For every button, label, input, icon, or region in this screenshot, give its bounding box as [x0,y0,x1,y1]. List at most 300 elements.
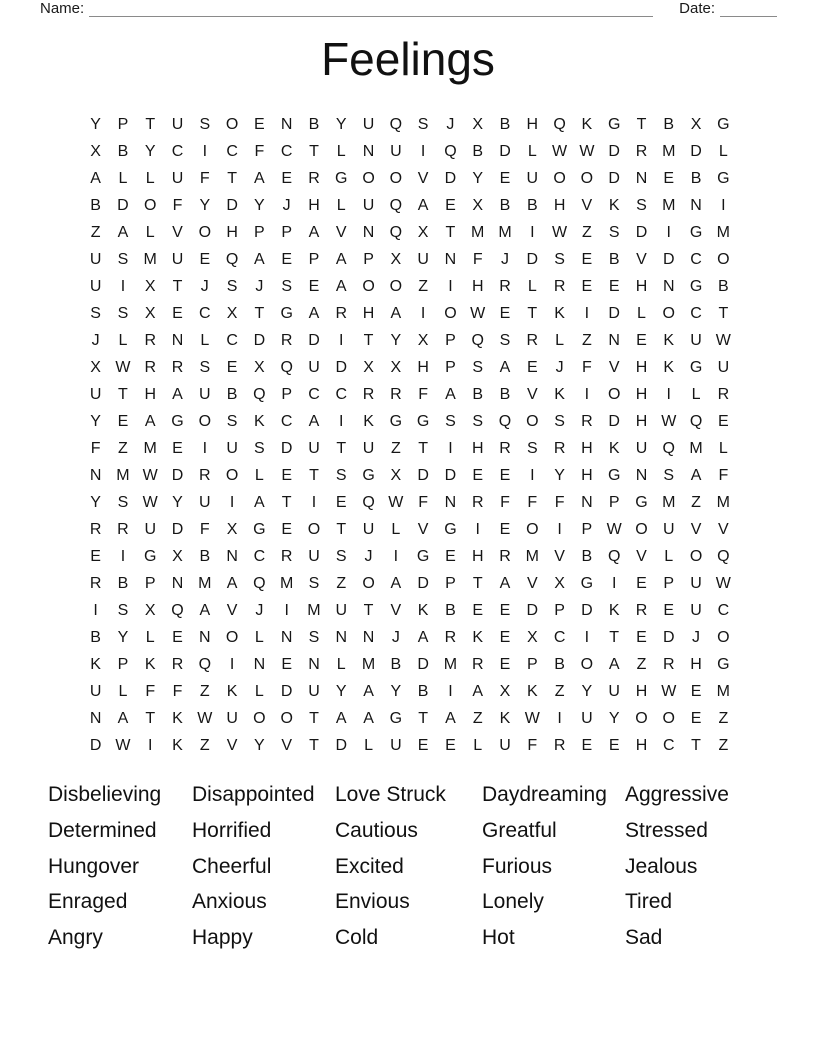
grid-letter: U [417,250,429,268]
grid-letter: R [553,737,566,755]
grid-letter: A [308,412,320,430]
grid-letter: E [199,250,211,268]
word-list-item: Envious [335,890,410,914]
grid-letter: G [717,656,730,674]
grid-letter: A [499,575,511,593]
grid-letter: E [472,602,484,620]
grid-letter: R [471,494,484,512]
grid-letter: U [662,521,675,539]
grid-letter: K [499,710,511,728]
grid-letter: E [172,440,183,457]
word-search-grid [82,111,737,760]
grid-letter: U [362,115,375,133]
grid-letter: B [499,196,511,214]
grid-letter: H [581,440,593,457]
grid-letter: L [473,737,483,755]
grid-letter: T [527,304,538,322]
grid-letter: H [635,385,648,403]
grid-letter: E [172,629,183,647]
grid-letter: T [472,575,483,593]
grid-letter: Q [362,494,375,512]
grid-letter: D [608,169,620,187]
grid-letter: G [389,710,403,728]
grid-letter: V [690,521,702,539]
grid-letter: Z [336,575,347,593]
grid-letter: L [664,548,674,566]
grid-letter: I [420,142,426,160]
grid-letter: A [172,385,183,403]
grid-letter: O [689,548,703,566]
word-list-item: Determined [48,818,157,842]
grid-letter: Q [198,656,212,674]
grid-letter: Y [90,412,101,430]
word-list [0,777,816,967]
grid-letter: N [253,656,266,674]
grid-letter: S [445,412,456,430]
grid-letter: F [199,521,210,539]
grid-letter: P [554,602,565,620]
grid-letter: L [254,467,264,485]
grid-letter: A [199,602,211,620]
grid-letter: S [663,467,675,485]
grid-letter: B [526,196,538,214]
grid-letter: O [362,575,375,593]
grid-letter: X [390,467,402,485]
grid-letter: W [661,412,677,430]
grid-letter: U [89,385,102,403]
grid-letter: D [662,629,675,647]
grid-letter: X [226,304,238,322]
grid-letter: U [226,440,238,457]
grid-letter: F [472,250,483,268]
grid-letter: S [226,412,238,430]
grid-letter: S [335,548,347,566]
grid-letter: A [363,710,374,728]
grid-letter: R [499,548,511,566]
grid-letter: G [607,467,621,485]
grid-letter: X [144,304,156,322]
grid-letter: O [717,250,730,268]
grid-letter: R [280,331,293,349]
grid-letter: I [93,602,98,620]
grid-letter: U [144,521,156,539]
grid-letter: M [471,223,485,241]
grid-letter: C [717,602,730,620]
grid-letter: M [716,494,730,512]
grid-letter: I [611,575,617,593]
grid-letter: R [199,467,211,485]
grid-letter: A [417,629,429,647]
grid-letter: V [417,169,429,187]
grid-letter: H [526,115,539,133]
grid-letter: Y [472,169,484,187]
grid-letter: X [254,358,265,376]
grid-letter: O [580,169,594,187]
grid-letter: Q [717,548,730,566]
grid-letter: V [636,548,647,566]
grid-letter: C [226,142,238,160]
grid-letter: Z [118,440,128,457]
grid-letter: X [144,602,156,620]
grid-letter: W [388,494,404,512]
grid-letter: X [363,358,374,376]
grid-letter: B [499,115,511,133]
grid-letter: H [690,656,702,674]
grid-letter: Q [253,575,266,593]
grid-letter: T [418,710,429,728]
grid-letter: H [635,683,648,701]
grid-letter: Q [389,115,403,133]
grid-letter: F [581,358,592,376]
grid-letter: C [253,548,266,566]
grid-letter: B [554,656,565,674]
grid-letter: F [527,494,538,512]
grid-letter: H [635,358,648,376]
grid-letter: B [199,548,211,566]
grid-letter: K [526,683,538,701]
grid-letter: T [118,385,128,403]
grid-letter: O [307,521,321,539]
grid-letter: I [229,656,235,674]
grid-letter: N [199,629,211,647]
grid-letter: E [281,467,293,485]
grid-letter: O [553,169,566,187]
grid-letter: U [89,250,102,268]
grid-letter: L [527,277,537,295]
grid-letter: Y [254,196,265,214]
grid-letter: U [390,737,402,755]
grid-letter: W [142,494,158,512]
grid-letter: V [335,223,347,241]
grid-letter: R [553,277,566,295]
grid-letter: H [471,548,484,566]
grid-letter: D [526,602,539,620]
grid-letter: M [280,575,294,593]
word-list-item: Tired [625,890,673,914]
grid-letter: A [308,223,320,241]
grid-letter: R [280,548,293,566]
grid-letter: A [117,223,129,241]
grid-letter: D [417,467,429,485]
grid-letter: S [335,467,347,485]
grid-letter: E [499,602,511,620]
grid-letter: Q [607,548,621,566]
grid-letter: R [144,358,156,376]
grid-letter: A [445,710,456,728]
grid-letter: T [254,304,265,322]
grid-letter: I [311,494,317,512]
grid-letter: E [663,602,675,620]
grid-letter: O [607,385,621,403]
grid-letter: E [636,331,647,349]
grid-letter: K [663,358,675,376]
grid-letter: V [172,223,183,241]
grid-letter: K [472,629,484,647]
grid-letter: S [117,602,129,620]
grid-letter: K [226,683,238,701]
grid-letter: B [417,683,429,701]
grid-letter: H [144,385,156,403]
grid-letter: R [335,304,348,322]
grid-letter: F [500,494,510,512]
grid-letter: U [171,115,184,133]
grid-letter: V [718,521,729,539]
grid-letter: R [144,331,156,349]
grid-letter: I [393,548,399,566]
grid-letter: O [389,169,403,187]
date-label: Date: [679,0,715,17]
grid-letter: R [499,440,511,457]
grid-letter: A [363,683,374,701]
grid-letter: K [144,656,156,674]
grid-letter: W [115,737,131,755]
grid-letter: B [608,250,620,268]
grid-letter: U [199,385,211,403]
grid-letter: L [637,304,646,322]
word-list-item: Greatful [482,818,557,842]
grid-letter: I [475,521,480,539]
grid-letter: Q [253,385,266,403]
word-list-item: Aggressive [625,783,729,806]
grid-letter: P [144,575,156,593]
grid-letter: O [662,710,675,728]
grid-letter: J [555,358,564,376]
name-fill-line [89,2,653,17]
grid-letter: M [716,223,730,241]
grid-letter: U [635,440,648,457]
grid-letter: U [608,683,620,701]
grid-letter: Z [691,494,701,512]
grid-letter: K [254,412,265,430]
grid-letter: A [690,467,702,485]
grid-letter: M [143,250,157,268]
grid-letter: T [336,440,347,457]
grid-letter: P [663,575,675,593]
grid-letter: G [689,277,703,295]
grid-letter: Q [280,358,293,376]
grid-letter: C [308,385,320,403]
grid-letter: Q [389,196,403,214]
grid-letter: Q [225,250,239,268]
grid-letter: O [662,304,675,322]
grid-letter: P [445,358,456,376]
grid-letter: D [444,169,457,187]
grid-letter: Y [254,737,265,755]
grid-letter: G [362,467,375,485]
grid-letter: L [391,521,401,539]
grid-letter: K [663,331,675,349]
grid-letter: A [335,277,347,295]
grid-letter: E [226,358,238,376]
word-list-column [482,777,607,956]
grid-letter: M [662,494,676,512]
grid-letter: E [690,683,702,701]
grid-letter: H [635,737,648,755]
grid-letter: B [499,385,511,403]
grid-letter: E [445,737,456,755]
grid-letter: Q [171,602,184,620]
grid-letter: D [581,602,593,620]
grid-letter: O [362,169,375,187]
grid-letter: K [172,737,183,755]
grid-letter: A [445,385,456,403]
grid-letter: O [444,304,457,322]
grid-letter: L [336,656,346,674]
grid-letter: M [143,440,157,457]
grid-letter: D [635,223,648,241]
grid-letter: V [526,385,538,403]
grid-letter: E [335,494,347,512]
grid-letter: O [635,521,648,539]
grid-letter: T [363,331,374,349]
grid-letter: Z [581,331,592,349]
grid-letter: S [281,277,293,295]
grid-letter: J [446,115,455,133]
grid-letter: P [363,250,374,268]
word-list-item: Lonely [482,890,544,914]
grid-letter: E [636,629,647,647]
grid-letter: H [635,277,648,295]
grid-letter: E [581,250,593,268]
grid-letter: S [90,304,101,322]
grid-letter: Y [90,494,101,512]
grid-letter: F [172,683,183,701]
grid-letter: S [199,115,211,133]
grid-letter: D [417,575,429,593]
word-list-item: Cheerful [192,854,272,878]
grid-letter: O [225,629,239,647]
grid-letter: T [227,169,237,187]
grid-letter: D [608,304,620,322]
grid-letter: I [584,304,590,322]
grid-letter: D [499,142,511,160]
grid-letter: X [554,575,565,593]
grid-letter: G [580,575,594,593]
grid-letter: U [362,440,375,457]
grid-letter: V [417,521,429,539]
word-list-column [48,777,161,956]
grid-letter: G [253,521,266,539]
grid-letter: W [715,575,731,593]
grid-letter: F [145,683,156,701]
grid-letter: R [362,385,375,403]
grid-letter: P [281,223,293,241]
grid-letter: L [118,683,128,701]
grid-letter: A [226,575,238,593]
grid-letter: H [417,358,429,376]
grid-letter: Z [636,656,647,674]
grid-letter: I [448,277,453,295]
grid-letter: C [280,412,293,430]
grid-letter: R [635,602,648,620]
grid-letter: E [499,169,511,187]
grid-letter: Z [718,710,729,728]
grid-letter: I [530,223,535,241]
grid-letter: N [280,115,293,133]
grid-letter: H [635,412,648,430]
grid-letter: M [498,223,512,241]
word-list-column [192,777,315,956]
grid-letter: N [362,142,375,160]
grid-letter: I [530,467,535,485]
word-list-item: Disbelieving [48,783,162,806]
word-list-item: Angry [48,926,103,950]
grid-letter: M [307,602,321,620]
date-fill-line [720,2,777,17]
grid-letter: N [362,629,375,647]
grid-letter: L [145,169,155,187]
grid-letter: M [689,440,703,457]
grid-letter: E [281,250,293,268]
grid-letter: V [226,602,238,620]
grid-letter: U [171,250,184,268]
grid-letter: L [145,629,155,647]
grid-letter: E [172,304,183,322]
grid-letter: B [445,602,456,620]
grid-letter: Z [718,737,729,755]
grid-letter: X [90,142,101,160]
grid-letter: F [718,467,729,485]
grid-letter: V [554,548,565,566]
word-list-item: Love Struck [335,783,446,806]
grid-letter: A [608,656,620,674]
grid-letter: Z [472,710,483,728]
grid-letter: F [418,385,429,403]
grid-letter: S [554,250,565,268]
grid-letter: N [362,223,375,241]
grid-letter: C [280,142,293,160]
grid-letter: T [418,440,429,457]
grid-letter: N [635,169,648,187]
grid-letter: B [663,115,675,133]
worksheet-header [40,1,777,17]
grid-letter: Z [581,223,592,241]
grid-letter: P [308,250,320,268]
grid-letter: A [335,250,347,268]
grid-letter: E [472,467,484,485]
grid-letter: D [117,196,129,214]
grid-letter: G [416,412,430,430]
grid-letter: E [526,358,538,376]
grid-letter: T [309,142,319,160]
grid-letter: Y [554,467,565,485]
grid-letter: H [581,467,593,485]
grid-letter: W [142,467,158,485]
grid-letter: X [172,548,183,566]
grid-letter: I [448,683,453,701]
word-list-item: Stressed [625,818,708,842]
grid-letter: E [499,521,511,539]
grid-letter: Q [444,142,457,160]
grid-letter: F [172,196,183,214]
grid-letter: W [606,521,622,539]
grid-letter: U [526,169,539,187]
grid-letter: E [608,277,620,295]
grid-letter: D [280,683,293,701]
grid-letter: U [308,548,320,566]
grid-letter: P [445,331,456,349]
grid-letter: M [443,656,458,674]
grid-letter: U [308,440,320,457]
word-list-item: Excited [335,854,404,878]
grid-letter: V [608,358,620,376]
grid-letter: L [555,331,565,349]
grid-letter: X [390,358,402,376]
grid-letter: X [417,223,429,241]
grid-letter: U [89,277,102,295]
grid-letter: K [608,196,620,214]
grid-letter: U [335,602,348,620]
